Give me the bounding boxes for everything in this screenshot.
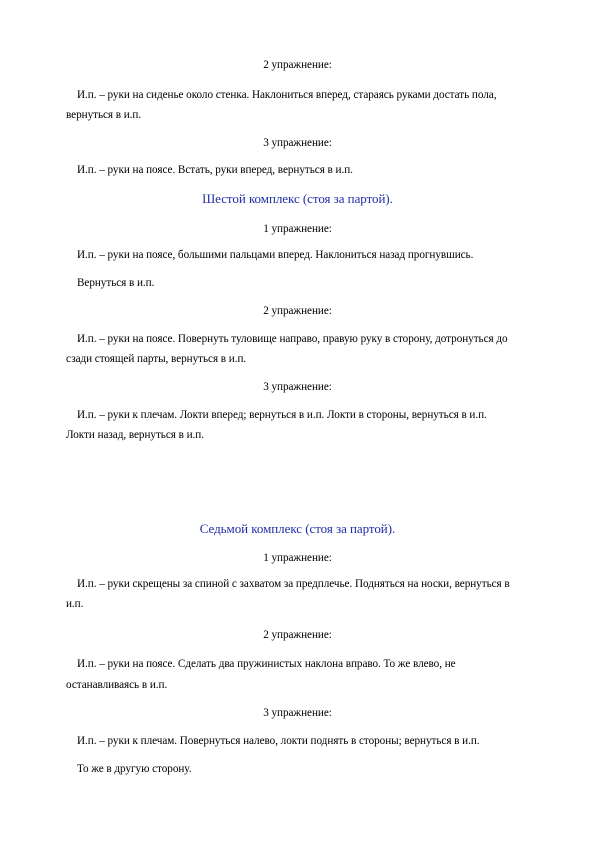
- complex-6-exercise-3-text-line-1: И.п. – руки к плечам. Локти вперед; вернуться в и.п. Локти в стороны, вернуться в и.п.: [77, 409, 487, 421]
- complex-7-exercise-3-text-line-2: То же в другую сторону.: [77, 763, 192, 775]
- complex-6-exercise-1-text-line-2: Вернуться в и.п.: [77, 277, 155, 289]
- exercise-2-text-line-2: вернуться в и.п.: [66, 109, 142, 121]
- complex-6-exercise-2-title: 2 упражнение:: [263, 305, 332, 317]
- complex-6-exercise-3-text-line-2: Локти назад, вернуться в и.п.: [66, 429, 204, 441]
- complex-7-exercise-1-text-line-1: И.п. – руки скрещены за спиной с захватом за предплечье. Подняться на носки, вернуться в: [77, 578, 510, 590]
- complex-7-exercise-2-text-line-2: останавливаясь в и.п.: [66, 679, 168, 691]
- complex-6-heading: Шестой комплекс (стоя за партой).: [202, 191, 393, 206]
- complex-7-heading: Седьмой комплекс (стоя за партой).: [199, 521, 396, 536]
- complex-7-exercise-1-title: 1 упражнение:: [263, 552, 332, 564]
- exercise-2-title: 2 упражнение:: [263, 59, 332, 71]
- exercise-3-text-line-1: И.п. – руки на поясе. Встать, руки вперед, вернуться в и.п.: [77, 164, 353, 176]
- complex-7-exercise-2-title: 2 упражнение:: [263, 629, 332, 641]
- complex-7-exercise-2-text-line-1: И.п. – руки на поясе. Сделать два пружинистых наклона вправо. То же влево, не: [77, 658, 456, 670]
- complex-6-exercise-2-text-line-1: И.п. – руки на поясе. Повернуть туловище направо, правую руку в сторону, дотронуться до: [77, 333, 508, 345]
- complex-6-exercise-1-text-line-1: И.п. – руки на поясе, большими пальцами вперед. Наклониться назад прогнувшись.: [77, 249, 474, 261]
- exercise-3-title: 3 упражнение:: [263, 137, 332, 149]
- complex-6-exercise-3-title: 3 упражнение:: [263, 381, 332, 393]
- complex-7-exercise-1-text-line-2: и.п.: [66, 598, 84, 610]
- exercise-2-text-line-1: И.п. – руки на сиденье около стенка. Наклониться вперед, стараясь руками достать пола,: [77, 89, 497, 101]
- complex-7-exercise-3-title: 3 упражнение:: [263, 707, 332, 719]
- complex-6-exercise-1-title: 1 упражнение:: [263, 223, 332, 235]
- complex-6-exercise-2-text-line-2: сзади стоящей парты, вернуться в и.п.: [66, 353, 247, 365]
- complex-7-exercise-3-text-line-1: И.п. – руки к плечам. Повернуться налево, локти поднять в стороны; вернуться в и.п.: [77, 735, 480, 747]
